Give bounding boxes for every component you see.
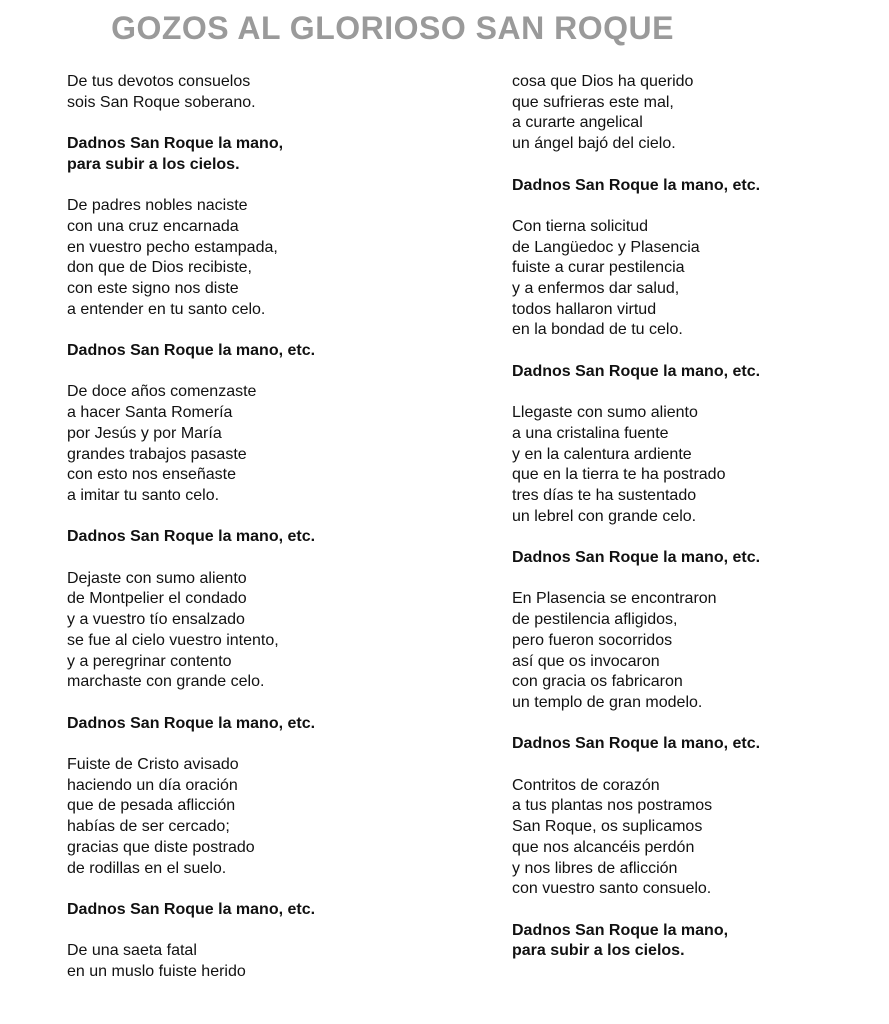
chorus-line: Dadnos San Roque la mano, etc. bbox=[67, 342, 316, 360]
page-title: GOZOS AL GLORIOSO SAN ROQUE bbox=[111, 10, 674, 46]
verse-line: gracias que diste postrado bbox=[67, 838, 255, 856]
verse-stanza bbox=[512, 217, 882, 341]
chorus-line: Dadnos San Roque la mano, etc. bbox=[512, 362, 761, 380]
verse-stanza bbox=[67, 382, 487, 506]
verse-line: De doce años comenzaste bbox=[67, 383, 257, 401]
chorus-line: Dadnos San Roque la mano, etc. bbox=[512, 735, 761, 753]
verse-line: a entender en tu santo celo. bbox=[67, 300, 266, 318]
verse-line: De padres nobles naciste bbox=[67, 197, 248, 215]
verse-stanza bbox=[67, 755, 487, 879]
verse-line: Contritos de corazón bbox=[512, 776, 660, 794]
verse-line: en vuestro pecho estampada, bbox=[67, 238, 278, 256]
verse-line: pero fueron socorridos bbox=[512, 631, 673, 649]
verse-line: a tus plantas nos postramos bbox=[512, 797, 713, 815]
chorus-stanza bbox=[512, 734, 882, 755]
chorus-stanza bbox=[512, 176, 882, 197]
verse-line: que sufrieras este mal, bbox=[512, 93, 674, 111]
verse-line: fuiste a curar pestilencia bbox=[512, 259, 685, 277]
chorus-line: Dadnos San Roque la mano, bbox=[512, 921, 729, 939]
verse-line: Con tierna solicitud bbox=[512, 217, 649, 235]
verse-line: en un muslo fuiste herido bbox=[67, 963, 246, 981]
verse-line: de Langüedoc y Plasencia bbox=[512, 238, 700, 256]
verse-line: a curarte angelical bbox=[512, 114, 643, 132]
chorus-line: para subir a los cielos. bbox=[67, 155, 240, 173]
verse-line: tres días te ha sustentado bbox=[512, 487, 697, 504]
verse-line: haciendo un día oración bbox=[67, 776, 238, 794]
chorus-line: Dadnos San Roque la mano, etc. bbox=[67, 528, 316, 546]
chorus-stanza bbox=[67, 527, 487, 548]
chorus-stanza bbox=[512, 548, 882, 569]
verse-line: así que os invocaron bbox=[512, 652, 660, 670]
verse-line: con esto nos enseñaste bbox=[67, 466, 237, 484]
verse-line: por Jesús y por María bbox=[67, 424, 222, 442]
verse-line: grandes trabajos pasaste bbox=[67, 445, 247, 463]
verse-line: que en la tierra te ha postrado bbox=[512, 466, 726, 484]
verse-line: y a enfermos dar salud, bbox=[512, 280, 680, 297]
verse-line: De tus devotos consuelos bbox=[67, 73, 251, 90]
chorus-line: Dadnos San Roque la mano, etc. bbox=[67, 900, 316, 918]
chorus-stanza bbox=[67, 900, 487, 921]
verse-line: un lebrel con grande celo. bbox=[512, 507, 697, 525]
verse-line: que de pesada aflicción bbox=[67, 797, 236, 815]
verse-stanza bbox=[512, 589, 882, 713]
chorus-line: Dadnos San Roque la mano, etc. bbox=[67, 714, 316, 732]
verse-line: a una cristalina fuente bbox=[512, 424, 669, 442]
verse-line: de pestilencia afligidos, bbox=[512, 611, 678, 629]
verse-line: un ángel bajó del cielo. bbox=[512, 135, 676, 153]
verse-line: en la bondad de tu celo. bbox=[512, 321, 683, 339]
verse-line: a hacer Santa Romería bbox=[67, 404, 233, 422]
left-column bbox=[67, 72, 487, 1003]
verse-stanza bbox=[67, 941, 487, 982]
chorus-stanza bbox=[512, 921, 882, 962]
verse-line: de Montpelier el condado bbox=[67, 590, 247, 608]
verse-line: habías de ser cercado; bbox=[67, 818, 230, 836]
chorus-line: Dadnos San Roque la mano, bbox=[67, 135, 284, 153]
verse-stanza bbox=[512, 72, 882, 155]
verse-line: que nos alcancéis perdón bbox=[512, 838, 695, 856]
verse-line: con una cruz encarnada bbox=[67, 217, 239, 235]
verse-line: Llegaste con sumo aliento bbox=[512, 404, 698, 422]
verse-line: En Plasencia se encontraron bbox=[512, 590, 717, 608]
verse-line: De una saeta fatal bbox=[67, 942, 197, 960]
verse-line: con gracia os fabricaron bbox=[512, 673, 683, 691]
verse-line: Fuiste de Cristo avisado bbox=[67, 756, 239, 774]
verse-line: Dejaste con sumo aliento bbox=[67, 569, 247, 587]
chorus-stanza bbox=[67, 134, 487, 175]
verse-line: de rodillas en el suelo. bbox=[67, 859, 227, 877]
verse-stanza bbox=[512, 776, 882, 900]
verse-line: un templo de gran modelo. bbox=[512, 694, 703, 711]
chorus-stanza bbox=[67, 341, 487, 362]
verse-stanza bbox=[512, 403, 882, 527]
verse-line: a imitar tu santo celo. bbox=[67, 487, 220, 504]
verse-line: cosa que Dios ha querido bbox=[512, 73, 694, 90]
verse-line: y a peregrinar contento bbox=[67, 652, 232, 670]
chorus-stanza bbox=[512, 362, 882, 383]
verse-line: y en la calentura ardiente bbox=[512, 445, 692, 463]
verse-line: todos hallaron virtud bbox=[512, 300, 657, 318]
verse-line: se fue al cielo vuestro intento, bbox=[67, 631, 279, 649]
verse-line: y nos libres de aflicción bbox=[512, 859, 678, 877]
verse-line: San Roque, os suplicamos bbox=[512, 818, 703, 836]
verse-line: con este signo nos diste bbox=[67, 280, 239, 297]
chorus-line: Dadnos San Roque la mano, etc. bbox=[512, 549, 761, 567]
chorus-stanza bbox=[67, 714, 487, 735]
chorus-line: para subir a los cielos. bbox=[512, 942, 685, 960]
verse-line: marchaste con grande celo. bbox=[67, 673, 265, 691]
verse-stanza bbox=[67, 569, 487, 693]
verse-stanza bbox=[67, 196, 487, 320]
chorus-line: Dadnos San Roque la mano, etc. bbox=[512, 176, 761, 194]
right-column bbox=[512, 72, 882, 983]
verse-line: y a vuestro tío ensalzado bbox=[67, 611, 245, 629]
verse-line: don que de Dios recibiste, bbox=[67, 259, 252, 277]
verse-stanza bbox=[67, 72, 487, 113]
verse-line: con vuestro santo consuelo. bbox=[512, 880, 712, 898]
verse-line: sois San Roque soberano. bbox=[67, 93, 256, 111]
